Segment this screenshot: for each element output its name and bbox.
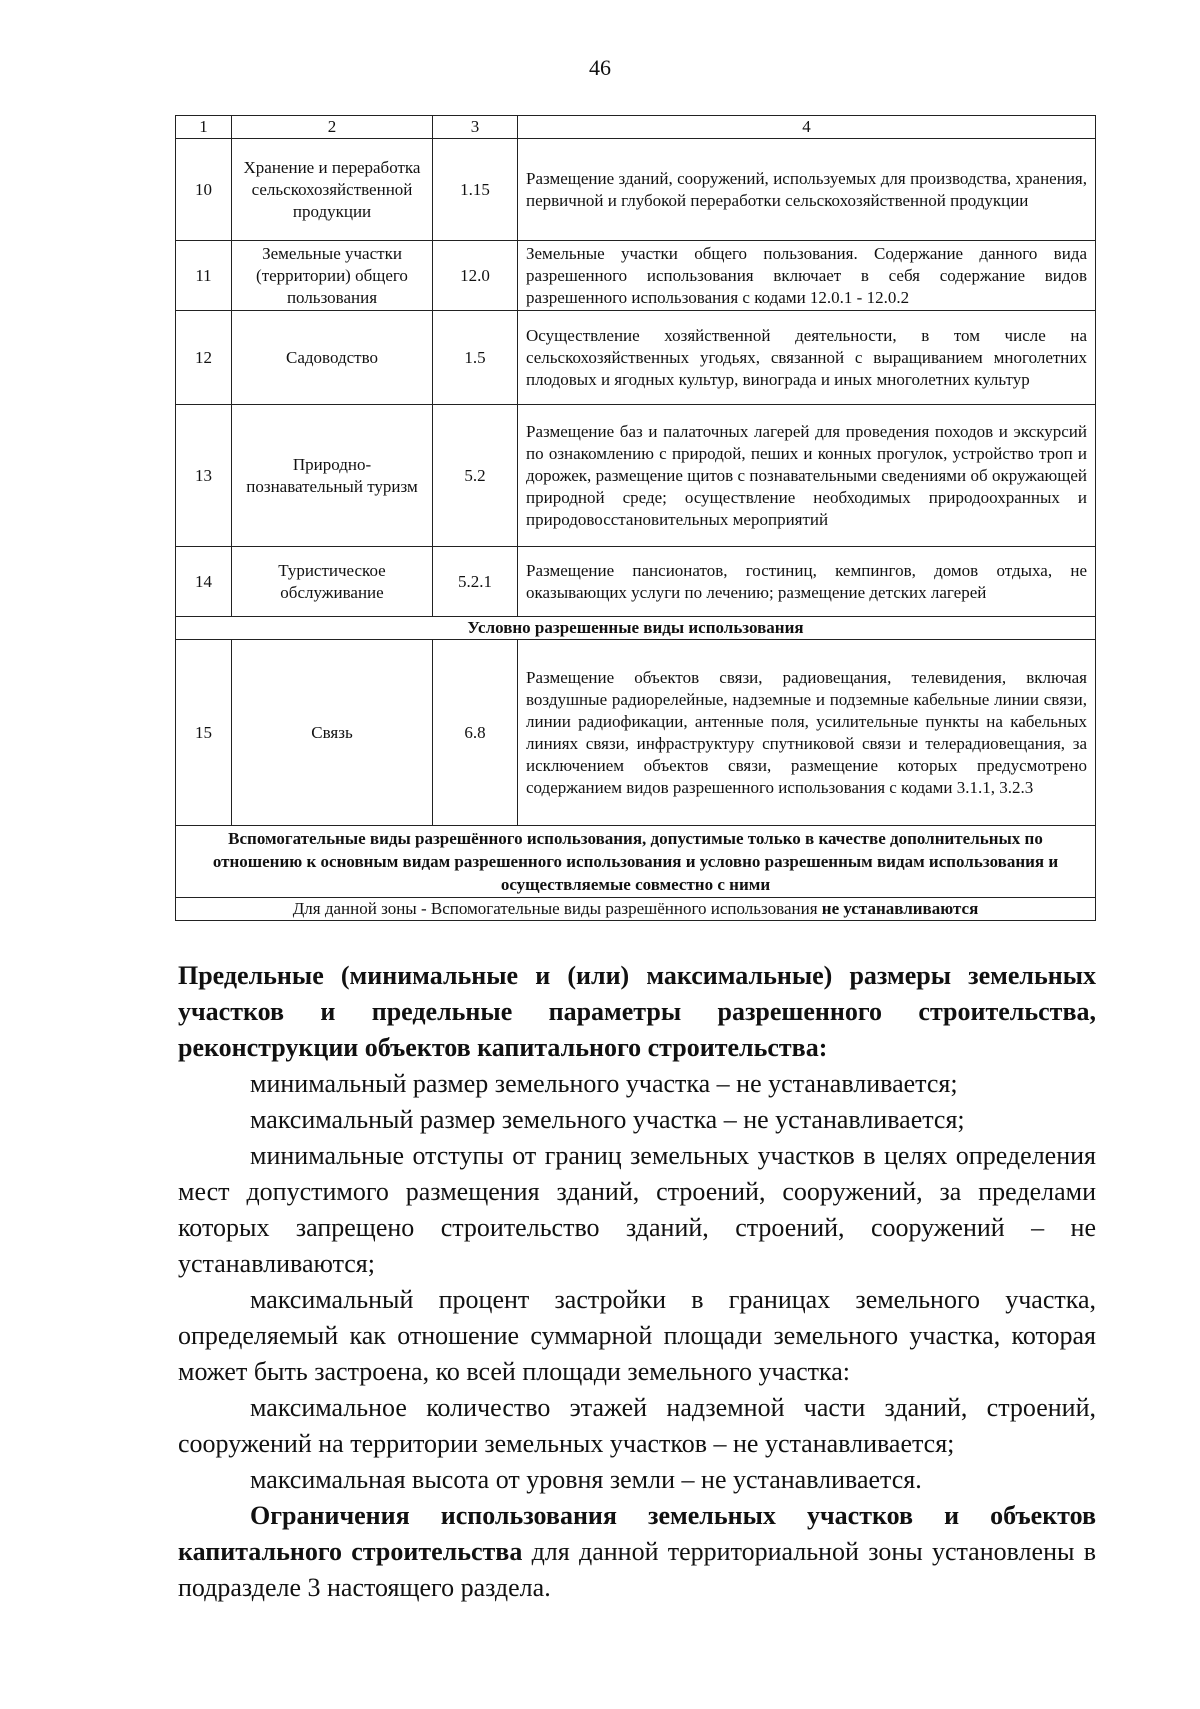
table-header-row xyxy=(176,116,1096,139)
use-name: Связь xyxy=(232,640,433,826)
row-number: 12 xyxy=(176,311,232,405)
restrictions-rest: для данной территориальной зоны установлены в подразделе 3 настоящего раздела. xyxy=(178,1537,1096,1602)
table-row xyxy=(176,640,1096,826)
permitted-use-table xyxy=(175,115,1096,921)
header-cell: 1 xyxy=(176,116,232,139)
table-row xyxy=(176,405,1096,547)
row-number: 14 xyxy=(176,547,232,617)
use-name: Природно-познавательный туризм xyxy=(232,405,433,547)
paragraph-restrictions xyxy=(178,1498,1096,1606)
use-description: Размещение баз и палаточных лагерей для проведения походов и экскурсий по ознакомлению с природой, пеших и конных прогулок, устройство троп и дорожек, размещение щитов с познавательными сведениями об окружающей природной среде; осуществление необходимых природоохранных и природовосстановительных мероприятий xyxy=(518,405,1096,547)
paragraph-coverage: максимальный процент застройки в границах земельного участка, определяемый как отношение суммарной площади земельного участка, которая может быть застроена, ко всей площади земельного участка: xyxy=(178,1285,1096,1386)
row-number: 15 xyxy=(176,640,232,826)
use-code: 5.2 xyxy=(433,405,518,547)
table-row xyxy=(176,139,1096,241)
use-code: 1.15 xyxy=(433,139,518,241)
header-cell: 3 xyxy=(433,116,518,139)
section-header-row xyxy=(176,617,1096,640)
table-row xyxy=(176,311,1096,405)
section-conditional-title: Условно разрешенные виды использования xyxy=(176,617,1096,640)
use-description: Размещение зданий, сооружений, используемых для производства, хранения, первичной и глубокой переработки сельскохозяйственной продукции xyxy=(518,139,1096,241)
parameters-heading: Предельные (минимальные и (или) максимальные) размеры земельных участков и предельные параметры разрешенного строительства, реконструкции объектов капитального строительства: xyxy=(178,961,1096,1062)
page-number: 46 xyxy=(589,55,611,80)
table-row xyxy=(176,241,1096,311)
table-row xyxy=(176,547,1096,617)
use-description: Размещение объектов связи, радиовещания, телевидения, включая воздушные радиорелейные, надземные и подземные кабельные линии связи, линии радиофикации, антенные поля, усилительные пункты на кабельных линиях связи, инфраструктуру спутниковой связи и телерадиовещания, за исключением объектов связи, размещение которых предусмотрено содержанием видов разрешенного использования с кодами 3.1.1, 3.2.3 xyxy=(518,640,1096,826)
use-name: Туристическое обслуживание xyxy=(232,547,433,617)
use-code: 6.8 xyxy=(433,640,518,826)
header-cell: 2 xyxy=(232,116,433,139)
paragraph-floors: максимальное количество этажей надземной части зданий, строений, сооружений на территории земельных участков – не устанавливается; xyxy=(178,1393,1096,1458)
use-description: Земельные участки общего пользования. Содержание данного вида разрешенного использования включает в себя содержание видов разрешенного использования с кодами 12.0.1 - 12.0.2 xyxy=(518,241,1096,311)
paragraph-max-size: максимальный размер земельного участка – не устанавливается; xyxy=(250,1105,965,1134)
auxiliary-note xyxy=(176,898,1096,921)
header-cell: 4 xyxy=(518,116,1096,139)
use-description: Размещение пансионатов, гостиниц, кемпингов, домов отдыха, не оказывающих услуги по лечению; размещение детских лагерей xyxy=(518,547,1096,617)
row-number: 10 xyxy=(176,139,232,241)
paragraph-min-size: минимальный размер земельного участка – не устанавливается; xyxy=(250,1069,958,1098)
use-description: Осуществление хозяйственной деятельности, в том числе на сельскохозяйственных угодьях, связанной с выращиванием многолетних плодовых и ягодных культур, винограда и иных многолетних культур xyxy=(518,311,1096,405)
restrictions-bold: Ограничения использования земельных участков и объектов капитального строительства xyxy=(178,1501,1096,1566)
row-number: 13 xyxy=(176,405,232,547)
section-header-row xyxy=(176,826,1096,898)
paragraph-height: максимальная высота от уровня земли – не устанавливается. xyxy=(250,1465,922,1494)
auxiliary-note-row xyxy=(176,898,1096,921)
use-name: Садоводство xyxy=(232,311,433,405)
use-name: Хранение и переработка сельскохозяйственной продукции xyxy=(232,139,433,241)
use-code: 1.5 xyxy=(433,311,518,405)
body-text xyxy=(178,958,1096,1606)
row-number: 11 xyxy=(176,241,232,311)
paragraph-setbacks: минимальные отступы от границ земельных участков в целях определения мест допустимого размещения зданий, строений, сооружений, за пределами которых запрещено строительство зданий, строений, сооружений – не устанавливаются; xyxy=(178,1141,1096,1278)
use-code: 5.2.1 xyxy=(433,547,518,617)
auxiliary-note-emphasis: не устанавливаются xyxy=(821,899,979,918)
auxiliary-note-text: Для данной зоны - Вспомогательные виды разрешённого использования xyxy=(292,899,822,918)
use-code: 12.0 xyxy=(433,241,518,311)
use-name: Земельные участки (территории) общего пользования xyxy=(232,241,433,311)
section-auxiliary-title: Вспомогательные виды разрешённого использования, допустимые только в качестве дополнительных по отношению к основным видам разрешенного использования и условно разрешенным видам использования и осуществляемые совместно с ними xyxy=(176,826,1096,898)
